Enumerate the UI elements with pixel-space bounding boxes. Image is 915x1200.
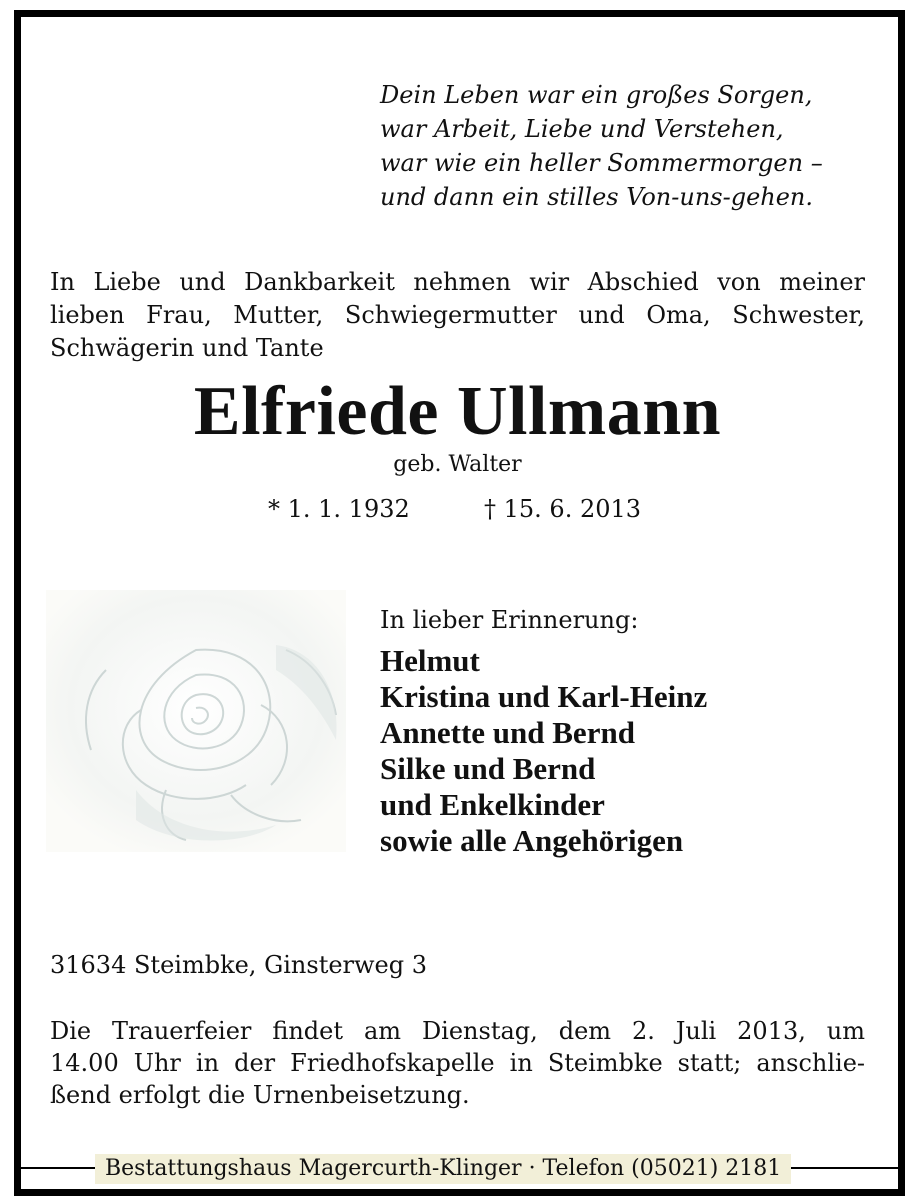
farewell-line: lieben Frau, Mutter, Schwiegermutter und Oma, Schwester, <box>50 301 865 329</box>
funeral-home-footer: Bestattungshaus Magercurth-Klinger · Telefon (05021) 2181 <box>95 1154 791 1184</box>
white-rose-image <box>46 590 346 852</box>
farewell-line: In Liebe und Dankbarkeit nehmen wir Abschied von meiner <box>50 268 865 296</box>
birth-name <box>0 448 915 482</box>
birth-date: * 1. 1. 1932 <box>268 495 410 523</box>
funeral-line: 14.00 Uhr in der Friedhofskapelle in Steimbke statt; anschlie- <box>50 1049 865 1077</box>
birth-name-text: geb. Walter <box>393 452 522 477</box>
death-date: † 15. 6. 2013 <box>484 495 642 523</box>
poem-line: war Arbeit, Liebe und Verstehen, <box>380 115 784 143</box>
funeral-line: ßend erfolgt die Urnenbeisetzung. <box>50 1081 470 1109</box>
funeral-info <box>50 1015 865 1111</box>
mourners-list <box>380 643 707 859</box>
farewell-line: Schwägerin und Tante <box>50 334 324 362</box>
memory-heading: In lieber Erinnerung: <box>380 606 639 634</box>
deceased-name: Elfriede Ullmann <box>193 373 722 450</box>
mourner-name: und Enkelkinder <box>380 787 605 822</box>
rose-illustration <box>46 590 346 852</box>
mourner-name: Silke und Bernd <box>380 751 596 786</box>
poem-line: und dann ein stilles Von-uns-gehen. <box>380 183 814 211</box>
mourner-name: Kristina und Karl-Heinz <box>380 679 708 714</box>
mourner-name: Annette und Bernd <box>380 715 635 750</box>
poem-line: war wie ein heller Sommermorgen – <box>380 149 823 177</box>
memorial-poem <box>380 78 880 214</box>
farewell-text <box>50 266 865 365</box>
mourner-name: Helmut <box>380 643 480 678</box>
funeral-line: Die Trauerfeier findet am Dienstag, dem 2. Juli 2013, um <box>50 1017 865 1045</box>
family-address: 31634 Steimbke, Ginsterweg 3 <box>50 951 428 979</box>
mourner-name: sowie alle Angehörigen <box>380 823 684 858</box>
poem-line: Dein Leben war ein großes Sorgen, <box>380 81 813 109</box>
